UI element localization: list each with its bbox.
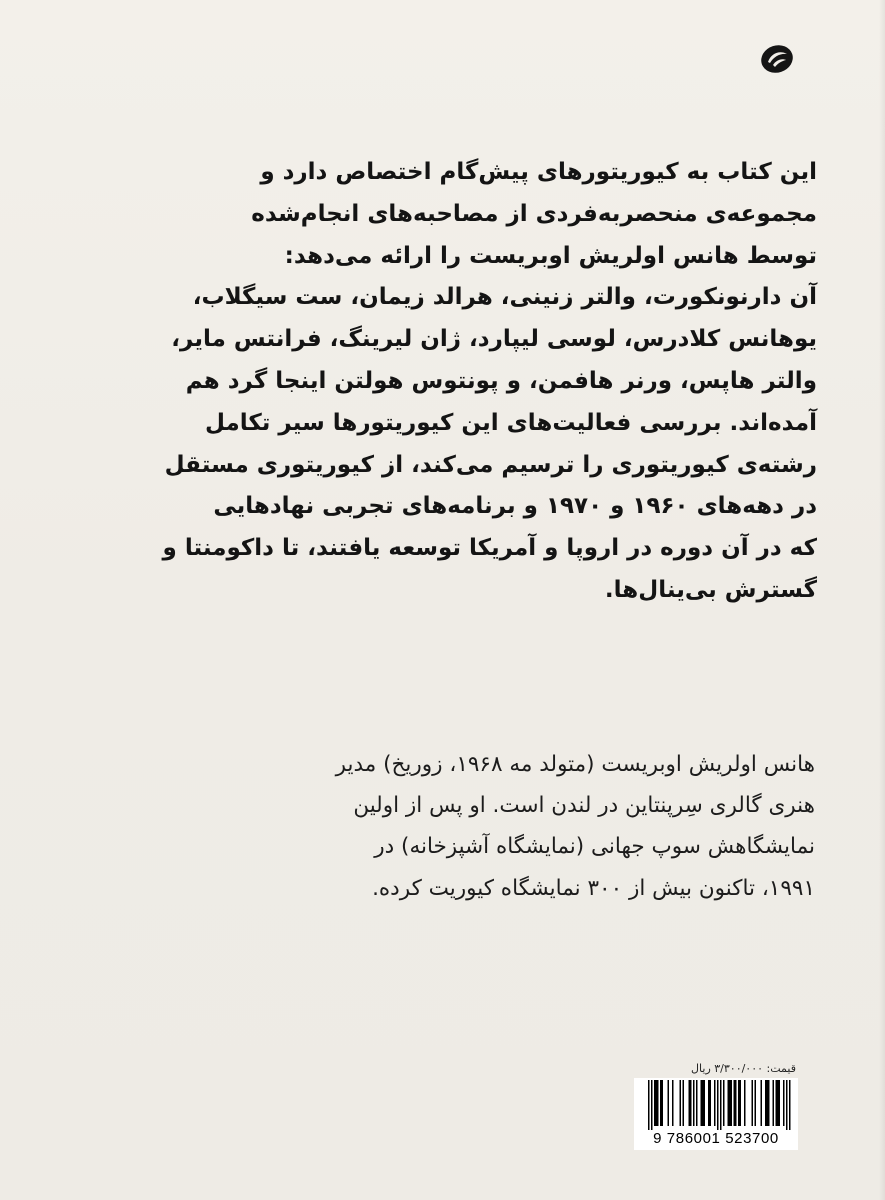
blurb-line: این کتاب به کیوریتورهای پیش‌گام اختصاص دارد و bbox=[260, 159, 817, 185]
barcode-bar bbox=[731, 1080, 733, 1126]
barcode-bar bbox=[680, 1080, 682, 1126]
barcode-bar bbox=[696, 1080, 698, 1126]
bio-line: هانس اولریش اوبریست (متولد مه ۱۹۶۸، زوریخ) مدیر bbox=[335, 752, 815, 777]
isbn-number: 9 786001 523700 bbox=[653, 1130, 779, 1147]
barcode-bar bbox=[648, 1080, 650, 1130]
blurb-line: آمده‌اند. بررسی فعالیت‌های این کیوریتورها سیر تکامل bbox=[204, 409, 817, 436]
blurb-line: یوهانس کلادرس، لوسی لیپارد، ژان لیرینگ، فرانتس مایر، bbox=[171, 326, 817, 353]
barcode-bar bbox=[683, 1080, 685, 1126]
barcode-bar bbox=[738, 1080, 740, 1126]
blurb-paragraph bbox=[137, 152, 817, 612]
barcode-bar bbox=[777, 1080, 779, 1126]
blurb-line: توسط هانس اولریش اوبریست را ارائه می‌دهد: bbox=[284, 242, 817, 269]
bio-line: ۱۹۹۱، تاکنون بیش از ۳۰۰ نمایشگاه کیوریت کرده. bbox=[372, 875, 815, 901]
barcode-bar bbox=[672, 1080, 674, 1126]
barcode-bars bbox=[636, 1080, 796, 1130]
barcode-bar bbox=[765, 1080, 767, 1126]
barcode-bar bbox=[710, 1080, 712, 1126]
page-edge-shadow bbox=[879, 0, 885, 1200]
barcode-bar bbox=[752, 1080, 754, 1126]
barcode-bar bbox=[714, 1080, 716, 1126]
barcode-bar bbox=[702, 1080, 704, 1126]
barcode-bar bbox=[789, 1080, 791, 1130]
barcode-bar bbox=[701, 1080, 703, 1126]
barcode-bar bbox=[723, 1080, 725, 1126]
barcode-bar bbox=[773, 1080, 775, 1126]
barcode-bar bbox=[768, 1080, 770, 1126]
blurb-line: که در آن دوره در اروپا و آمریکا توسعه یافتند، تا داکومنتا و bbox=[162, 535, 817, 562]
barcode-bar bbox=[656, 1080, 658, 1126]
barcode-bar bbox=[689, 1080, 691, 1126]
bio-line: هنری گالری سِرپنتاین در لندن است. او پس از اولین bbox=[353, 793, 815, 819]
barcode-bar bbox=[654, 1080, 656, 1126]
barcode-bar bbox=[744, 1080, 746, 1126]
barcode-bar bbox=[651, 1080, 653, 1130]
barcode-bar bbox=[657, 1080, 659, 1126]
blurb-line: والتر هاپس، ورنر هافمن، و پونتوس هولتن اینجا گرد هم bbox=[185, 367, 817, 394]
barcode-bar bbox=[786, 1080, 788, 1130]
blurb-line: گسترش بی‌ینال‌ها. bbox=[604, 576, 817, 603]
blurb-line: مجموعه‌ی منحصربه‌فردی از مصاحبه‌های انجام‌شده bbox=[251, 200, 817, 227]
barcode-bar bbox=[660, 1080, 662, 1126]
barcode-bar bbox=[767, 1080, 769, 1126]
barcode-bar bbox=[720, 1080, 722, 1130]
barcode-bar bbox=[662, 1080, 664, 1126]
bio-line: نمایشگاهش سوپ جهانی (نمایشگاه آشپزخانه) در bbox=[374, 834, 815, 860]
barcode-bar bbox=[704, 1080, 706, 1126]
barcode-bar bbox=[761, 1080, 763, 1126]
barcode-bar bbox=[693, 1080, 695, 1126]
barcode-bar bbox=[708, 1080, 710, 1126]
barcode-bar bbox=[690, 1080, 692, 1126]
barcode-bar bbox=[728, 1080, 730, 1126]
barcode bbox=[634, 1078, 798, 1150]
barcode-bar bbox=[734, 1080, 736, 1126]
publisher-logo-icon bbox=[758, 40, 796, 76]
blurb-line: در دهه‌های ۱۹۶۰ و ۱۹۷۰ و برنامه‌های تجربی نهادهایی bbox=[213, 493, 817, 520]
barcode-bar bbox=[729, 1080, 731, 1126]
barcode-bar bbox=[779, 1080, 781, 1126]
barcode-bar bbox=[740, 1080, 742, 1126]
barcode-bar bbox=[717, 1080, 719, 1130]
barcode-bar bbox=[755, 1080, 757, 1126]
barcode-bar bbox=[783, 1080, 785, 1126]
blurb-line: رشته‌ی کیوریتوری را ترسیم می‌کند، از کیوریتوری مستقل bbox=[164, 451, 817, 478]
barcode-bar bbox=[735, 1080, 737, 1126]
barcode-bar bbox=[776, 1080, 778, 1126]
price-label: قیمت: ۳/۳۰۰/۰۰۰ ریال bbox=[691, 1062, 796, 1075]
barcode-bar bbox=[668, 1080, 670, 1126]
blurb-line: آن دارنونکورت، والتر زنینی، هرالد زیمان، ست سیگلاب، bbox=[192, 284, 817, 311]
author-bio-paragraph bbox=[195, 744, 815, 909]
